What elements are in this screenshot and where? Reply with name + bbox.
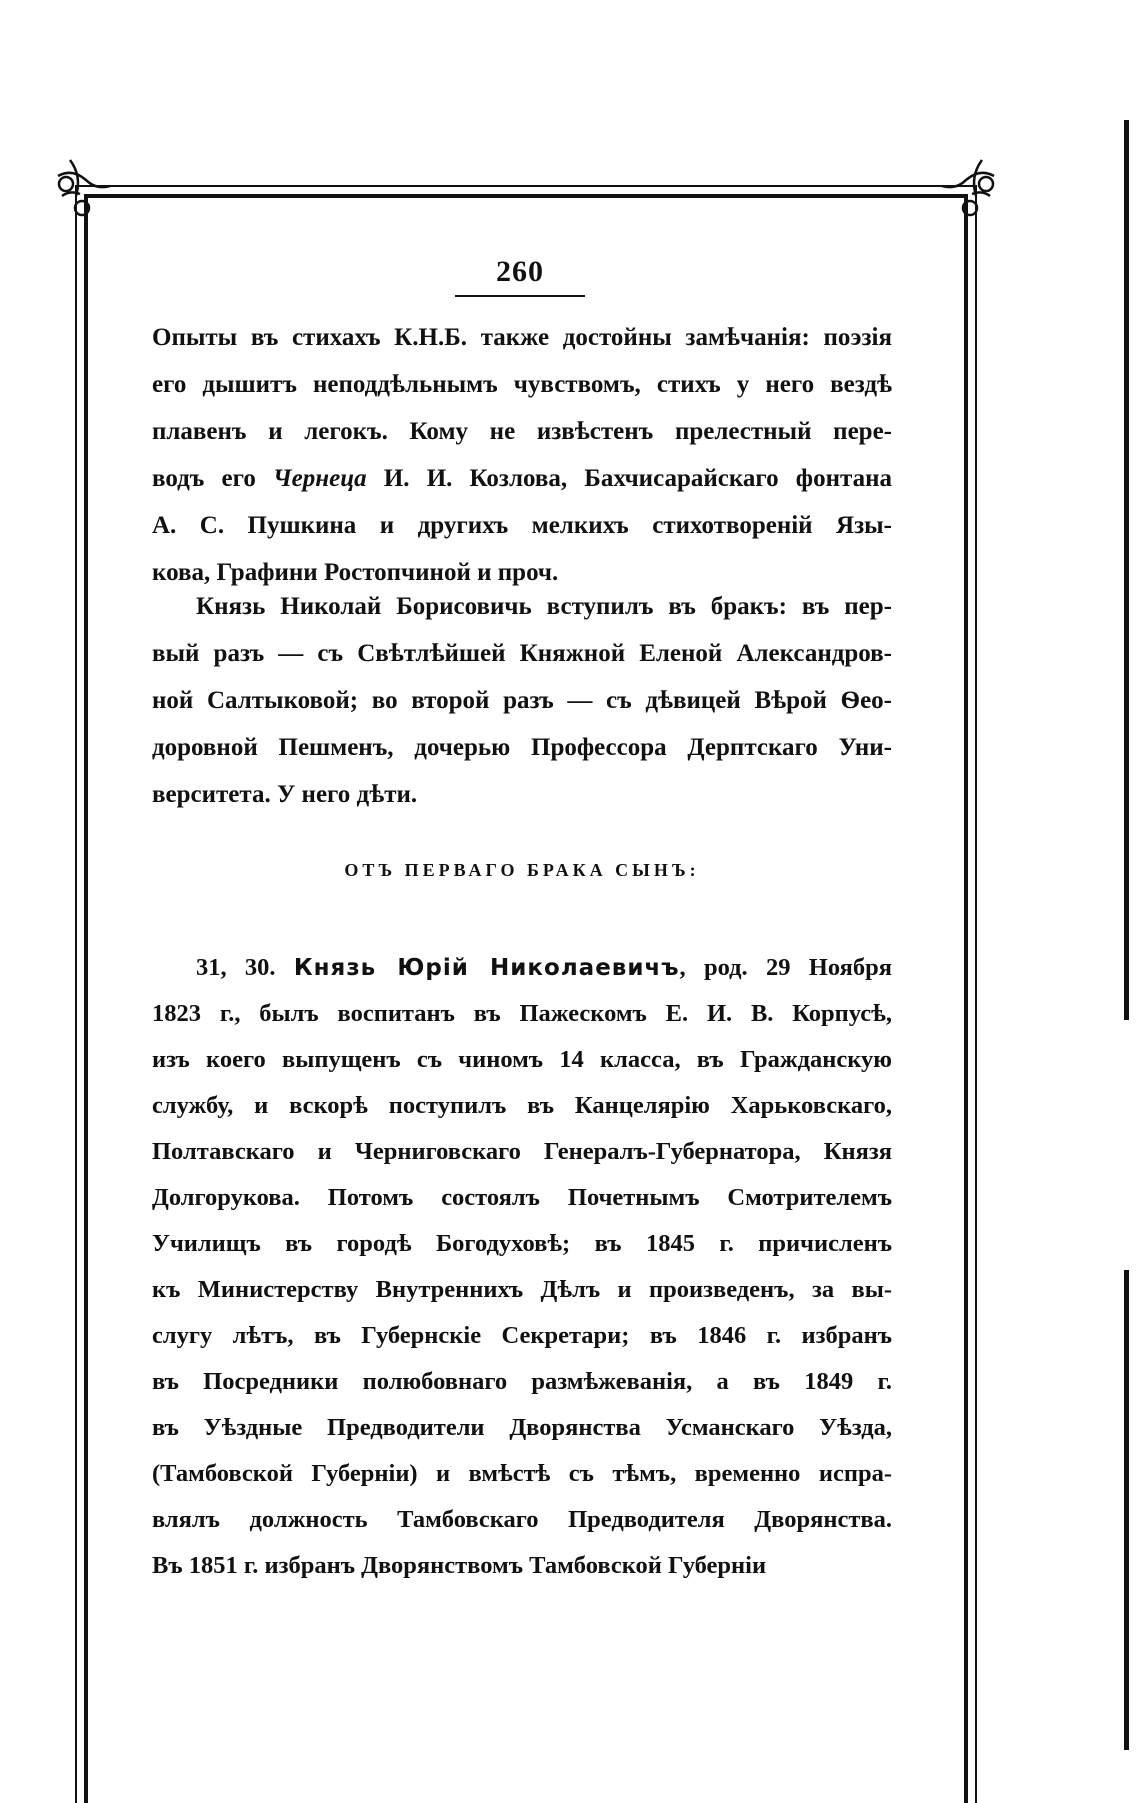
text-line: Полтавскаго и Черниговскаго Генералъ-Губернатора, Князя: [152, 1138, 892, 1165]
text-segment: водъ его: [152, 465, 273, 492]
entry-name: Князь Юрій Николаевичъ: [293, 955, 680, 981]
text-line: его дышитъ неподдѣльнымъ чувствомъ, стихъ у него вездѣ: [152, 371, 892, 398]
margin-scan-mark: [1124, 120, 1129, 1020]
text-line: (Тамбовской Губерніи) и вмѣстѣ съ тѣмъ, временно испра-: [152, 1460, 892, 1487]
text-segment: И. И. Козлова, Бахчисарайскаго фонтана: [366, 465, 892, 492]
text-line: ной Салтыковой; во второй разъ — съ дѣвицей Вѣрой Ѳео-: [152, 687, 892, 714]
margin-scan-mark: [1124, 1270, 1129, 1750]
entry-first-line: [152, 945, 892, 991]
text-line: Училищъ въ городѣ Богодуховѣ; въ 1845 г. причисленъ: [152, 1230, 892, 1257]
text-line: къ Министерству Внутреннихъ Дѣлъ и произведенъ, за вы-: [152, 1276, 892, 1303]
text-line: [152, 455, 892, 502]
text-line: Князь Николай Борисовичь вступилъ въ бракъ: въ пер-: [196, 593, 892, 620]
text-line: влялъ должность Тамбовскаго Предводителя Дворянства.: [152, 1506, 892, 1533]
section-heading: ОТЪ ПЕРВАГО БРАКА СЫНЪ:: [344, 860, 700, 880]
page-number-rule: [455, 295, 585, 297]
text-line: слугу лѣтъ, въ Губернскіе Секретари; въ 1846 г. избранъ: [152, 1322, 892, 1349]
entry-number: 31, 30.: [196, 954, 294, 981]
text-segment: , род. 29 Ноября: [679, 954, 892, 981]
text-line: въ Посредники полюбовнаго размѣжеванія, а въ 1849 г.: [152, 1368, 892, 1395]
text-line: Въ 1851 г. избранъ Дворянствомъ Тамбовской Губерніи: [152, 1552, 767, 1579]
text-line: доровной Пешменъ, дочерью Профессора Дерптскаго Уни-: [152, 734, 892, 761]
text-line: Долгорукова. Потомъ состоялъ Почетнымъ Смотрителемъ: [152, 1184, 892, 1211]
page-number: 260: [496, 255, 544, 288]
italic-title: Чернеца: [272, 465, 367, 492]
text-line: изъ коего выпущенъ съ чиномъ 14 класса, въ Гражданскую: [152, 1046, 892, 1073]
genealogy-entry: [152, 945, 892, 1589]
text-line: вый разъ — съ Свѣтлѣйшей Княжной Еленой Александров-: [152, 640, 892, 667]
text-line: А. С. Пушкина и другихъ мелкихъ стихотвореній Язы-: [152, 512, 892, 539]
text-line: въ Уѣздные Предводители Дворянства Усманскаго Уѣзда,: [152, 1414, 892, 1441]
paragraph-2: [152, 583, 892, 818]
text-line: кова, Графини Ростопчиной и проч.: [152, 559, 559, 586]
text-line: 1823 г., былъ воспитанъ въ Пажескомъ Е. И. В. Корпусѣ,: [152, 1000, 892, 1027]
text-line: службу, и вскорѣ поступилъ въ Канцелярію Харьковскаго,: [152, 1092, 892, 1119]
paragraph-1: [152, 314, 892, 596]
text-line: верситета. У него дѣти.: [152, 781, 418, 808]
text-line: Опыты въ стихахъ К.Н.Б. также достойны замѣчанія: поэзія: [152, 324, 892, 351]
text-line: плавенъ и легокъ. Кому не извѣстенъ прелестный пере-: [152, 418, 892, 445]
